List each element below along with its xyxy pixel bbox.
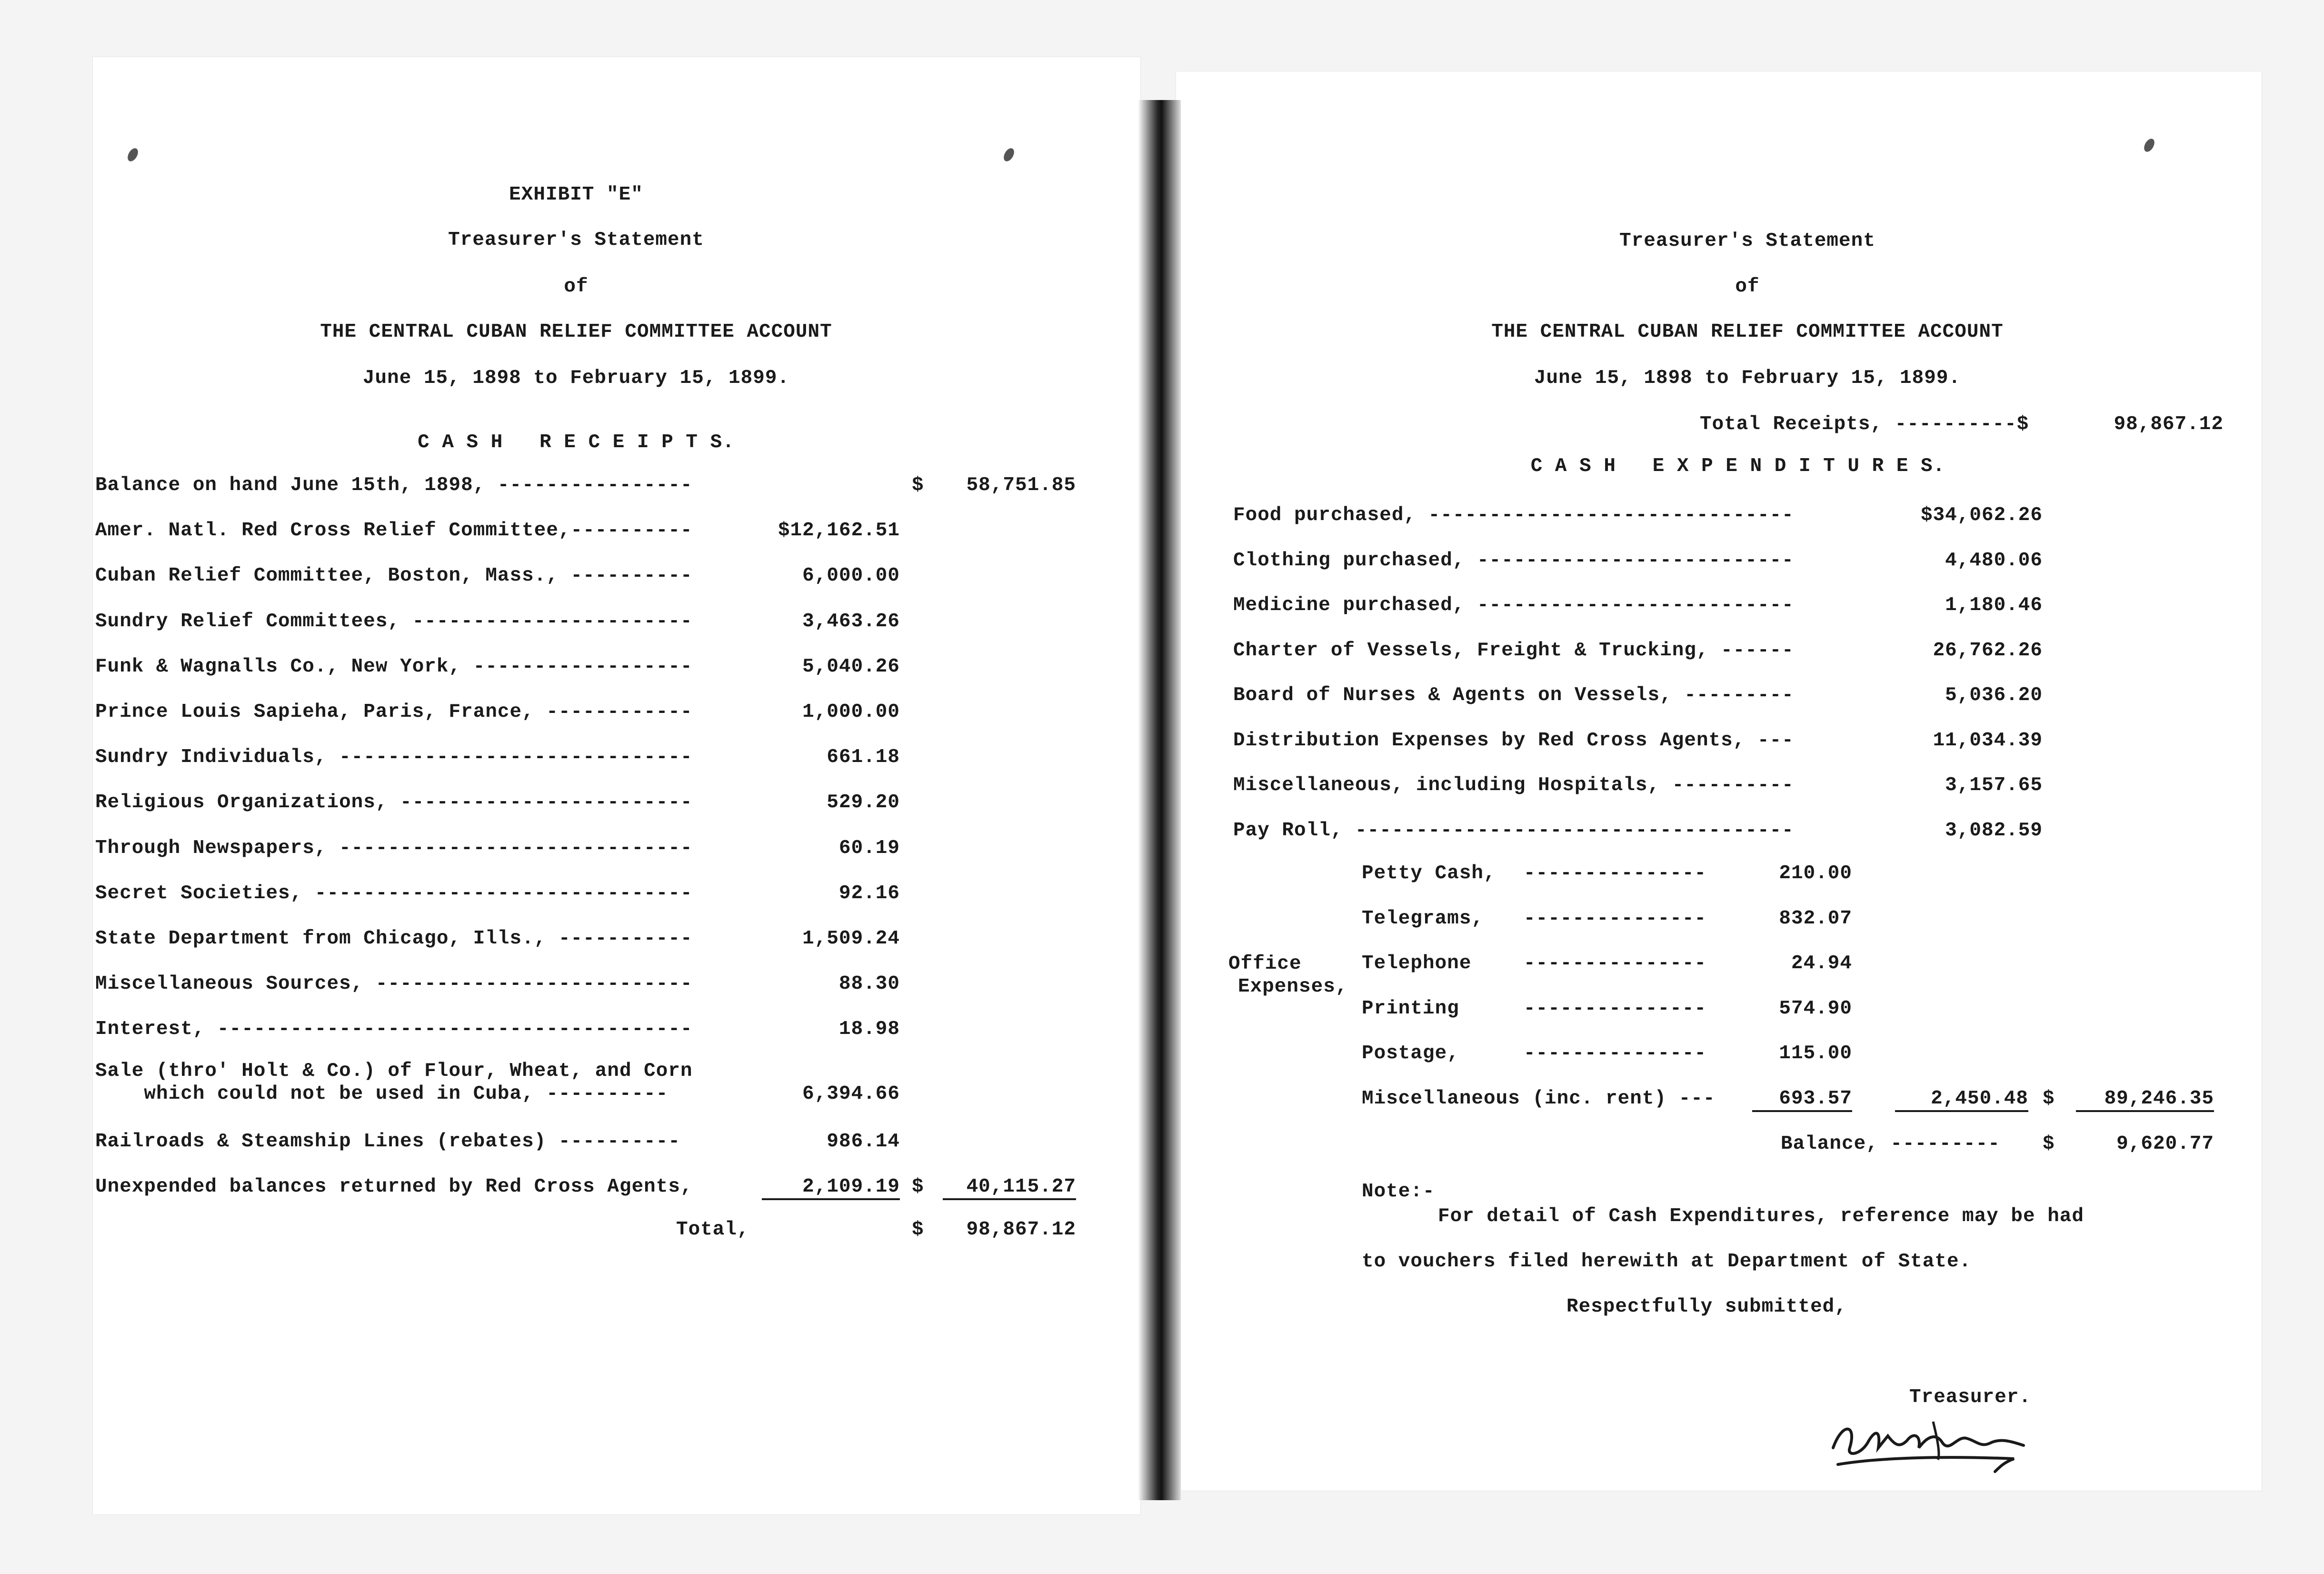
receipt-label: Religious Organizations, ------------------------ — [95, 792, 693, 813]
expenditure-label: Medicine purchased, -------------------------- — [1233, 594, 1794, 616]
page-gutter-shadow — [1138, 100, 1181, 1500]
note-label: Note:- — [1362, 1181, 1435, 1203]
treasurer-title: Treasurer. — [1909, 1386, 2032, 1408]
receipt-label: State Department from Chicago, Ills., ----------- — [95, 928, 693, 950]
expenditure-label: Distribution Expenses by Red Cross Agents, --- — [1233, 730, 1794, 752]
receipt-amount: 6,000.00 — [802, 565, 900, 587]
office-expense-amount: 24.94 — [1791, 952, 1852, 974]
expenditure-amount: 3,082.59 — [1945, 820, 2043, 842]
office-expense-leader: --------------- — [1524, 998, 1707, 1020]
date-range: June 15, 1898 to February 15, 1899. — [362, 367, 790, 389]
receipt-amount: 92.16 — [838, 882, 900, 904]
office-expense-leader: --------------- — [1524, 908, 1707, 930]
exhibit-heading: EXHIBIT "E" — [509, 184, 643, 206]
receipt-label: Interest, --------------------------------------- — [95, 1018, 693, 1040]
receipt-amount: 661.18 — [827, 746, 900, 768]
expenditure-amount: 1,180.46 — [1945, 594, 2043, 616]
cash-receipts-heading: C A S H R E C E I P T S. — [418, 431, 735, 453]
receipt-amount: 5,040.26 — [802, 656, 900, 678]
receipt-amount: 88.30 — [838, 973, 900, 995]
unexpended-amount: 2,109.19 — [762, 1175, 900, 1200]
misc-office-label: Miscellaneous (inc. rent) --- — [1362, 1088, 1716, 1110]
balance-dollar: $ — [2043, 1133, 2055, 1155]
expenditures-total: 89,246.35 — [2076, 1087, 2214, 1112]
receipt-total: 58,751.85 — [966, 474, 1076, 496]
expenditure-label: Clothing purchased, -------------------------- — [1233, 550, 1794, 571]
unexpended-total: 40,115.27 — [943, 1175, 1076, 1200]
office-expense-label: Printing — [1362, 998, 1459, 1020]
closing-text: Respectfully submitted, — [1566, 1296, 1847, 1318]
sale-label-line2: which could not be used in Cuba, ---------- — [95, 1083, 668, 1105]
expenditure-amount: 26,762.26 — [1933, 640, 2043, 662]
receipts-total: 98,867.12 — [966, 1219, 1076, 1241]
receipt-amount: 18.98 — [838, 1018, 900, 1040]
misc-office-amount: 693.57 — [1752, 1087, 1852, 1112]
office-expense-label: Telephone — [1362, 952, 1472, 974]
note-line-2: to vouchers filed herewith at Department of State. — [1362, 1251, 1972, 1273]
date-range-right: June 15, 1898 to February 15, 1899. — [1534, 367, 1961, 389]
receipt-label: Miscellaneous Sources, -------------------------- — [95, 973, 693, 995]
expenditure-label: Charter of Vessels, Freight & Trucking, ------ — [1233, 640, 1794, 662]
statement-of-right: of — [1735, 276, 1760, 298]
balance-value: 9,620.77 — [2116, 1133, 2214, 1155]
total-receipts-label: Total Receipts, ----------$ — [1700, 413, 2029, 435]
receipt-label: Funk & Wagnalls Co., New York, ------------------ — [95, 656, 693, 678]
expenditure-label: Pay Roll, ------------------------------------ — [1233, 820, 1794, 842]
sale-label-line1: Sale (thro' Holt & Co.) of Flour, Wheat, and Corn — [95, 1060, 693, 1082]
statement-title-right: Treasurer's Statement — [1619, 230, 1875, 252]
office-label-line1: Office — [1228, 953, 1302, 975]
office-expense-leader: --------------- — [1524, 952, 1707, 974]
expenditure-amount: 3,157.65 — [1945, 774, 2043, 796]
receipt-label: Balance on hand June 15th, 1898, ---------------- — [95, 474, 693, 496]
receipt-amount: 1,000.00 — [802, 701, 900, 723]
statement-of: of — [564, 276, 588, 298]
expenditure-label: Food purchased, ------------------------------ — [1233, 504, 1794, 526]
office-expense-amount: 574.90 — [1779, 998, 1852, 1020]
office-expense-leader: --------------- — [1524, 862, 1707, 884]
receipt-label: Prince Louis Sapieha, Paris, France, ------------ — [95, 701, 693, 723]
sale-amount: 6,394.66 — [802, 1083, 900, 1105]
receipt-label: Through Newspapers, ----------------------------- — [95, 837, 693, 859]
total-receipts-value: 98,867.12 — [2114, 413, 2224, 435]
railroads-label: Railroads & Steamship Lines (rebates) ---------- — [95, 1131, 680, 1153]
expenditure-amount: 11,034.39 — [1933, 730, 2043, 752]
office-expense-label: Postage, — [1362, 1043, 1459, 1064]
office-expenses-total: 2,450.48 — [1895, 1087, 2028, 1112]
receipt-amount: $12,162.51 — [778, 520, 900, 541]
expenditure-label: Board of Nurses & Agents on Vessels, --------- — [1233, 684, 1794, 706]
office-expense-amount: 210.00 — [1779, 862, 1852, 884]
unexpended-label: Unexpended balances returned by Red Cross Agents, — [95, 1176, 693, 1198]
office-expense-leader: --------------- — [1524, 1043, 1707, 1064]
account-title-right: THE CENTRAL CUBAN RELIEF COMMITTEE ACCOUNT — [1491, 321, 2004, 343]
office-expense-amount: 115.00 — [1779, 1043, 1852, 1064]
expenditure-amount: 4,480.06 — [1945, 550, 2043, 571]
statement-title: Treasurer's Statement — [448, 229, 704, 251]
office-label-line2: Expenses, — [1238, 976, 1348, 998]
office-expense-amount: 832.07 — [1779, 908, 1852, 930]
receipt-label: Amer. Natl. Red Cross Relief Committee,---------- — [95, 520, 693, 541]
office-expense-label: Telegrams, — [1362, 908, 1484, 930]
receipt-label: Secret Societies, ------------------------------- — [95, 882, 693, 904]
expenditure-amount: $34,062.26 — [1920, 504, 2043, 526]
receipt-amount: 3,463.26 — [802, 611, 900, 632]
railroads-amount: 986.14 — [827, 1131, 900, 1153]
unexpended-dollar: $ — [912, 1176, 924, 1198]
balance-label: Balance, --------- — [1781, 1133, 2000, 1155]
receipt-dollar: $ — [912, 474, 924, 496]
office-expense-label: Petty Cash, — [1362, 862, 1496, 884]
note-line-1: For detail of Cash Expenditures, reference may be had — [1438, 1205, 2085, 1227]
receipt-label: Sundry Individuals, ----------------------------- — [95, 746, 693, 768]
cash-expenditures-heading: C A S H E X P E N D I T U R E S. — [1530, 455, 1945, 477]
receipt-amount: 60.19 — [838, 837, 900, 859]
expenditure-amount: 5,036.20 — [1945, 684, 2043, 706]
expenditure-label: Miscellaneous, including Hospitals, ---------- — [1233, 774, 1794, 796]
receipt-amount: 1,509.24 — [802, 928, 900, 950]
receipt-label: Sundry Relief Committees, ----------------------- — [95, 611, 693, 632]
receipts-total-label: Total, — [676, 1219, 749, 1241]
treasurer-signature — [1824, 1403, 2062, 1488]
receipt-label: Cuban Relief Committee, Boston, Mass., ---------- — [95, 565, 693, 587]
receipts-total-dollar: $ — [912, 1219, 924, 1241]
expenditures-dollar: $ — [2043, 1088, 2055, 1110]
receipt-amount: 529.20 — [827, 792, 900, 813]
account-title: THE CENTRAL CUBAN RELIEF COMMITTEE ACCOUNT — [320, 321, 832, 343]
